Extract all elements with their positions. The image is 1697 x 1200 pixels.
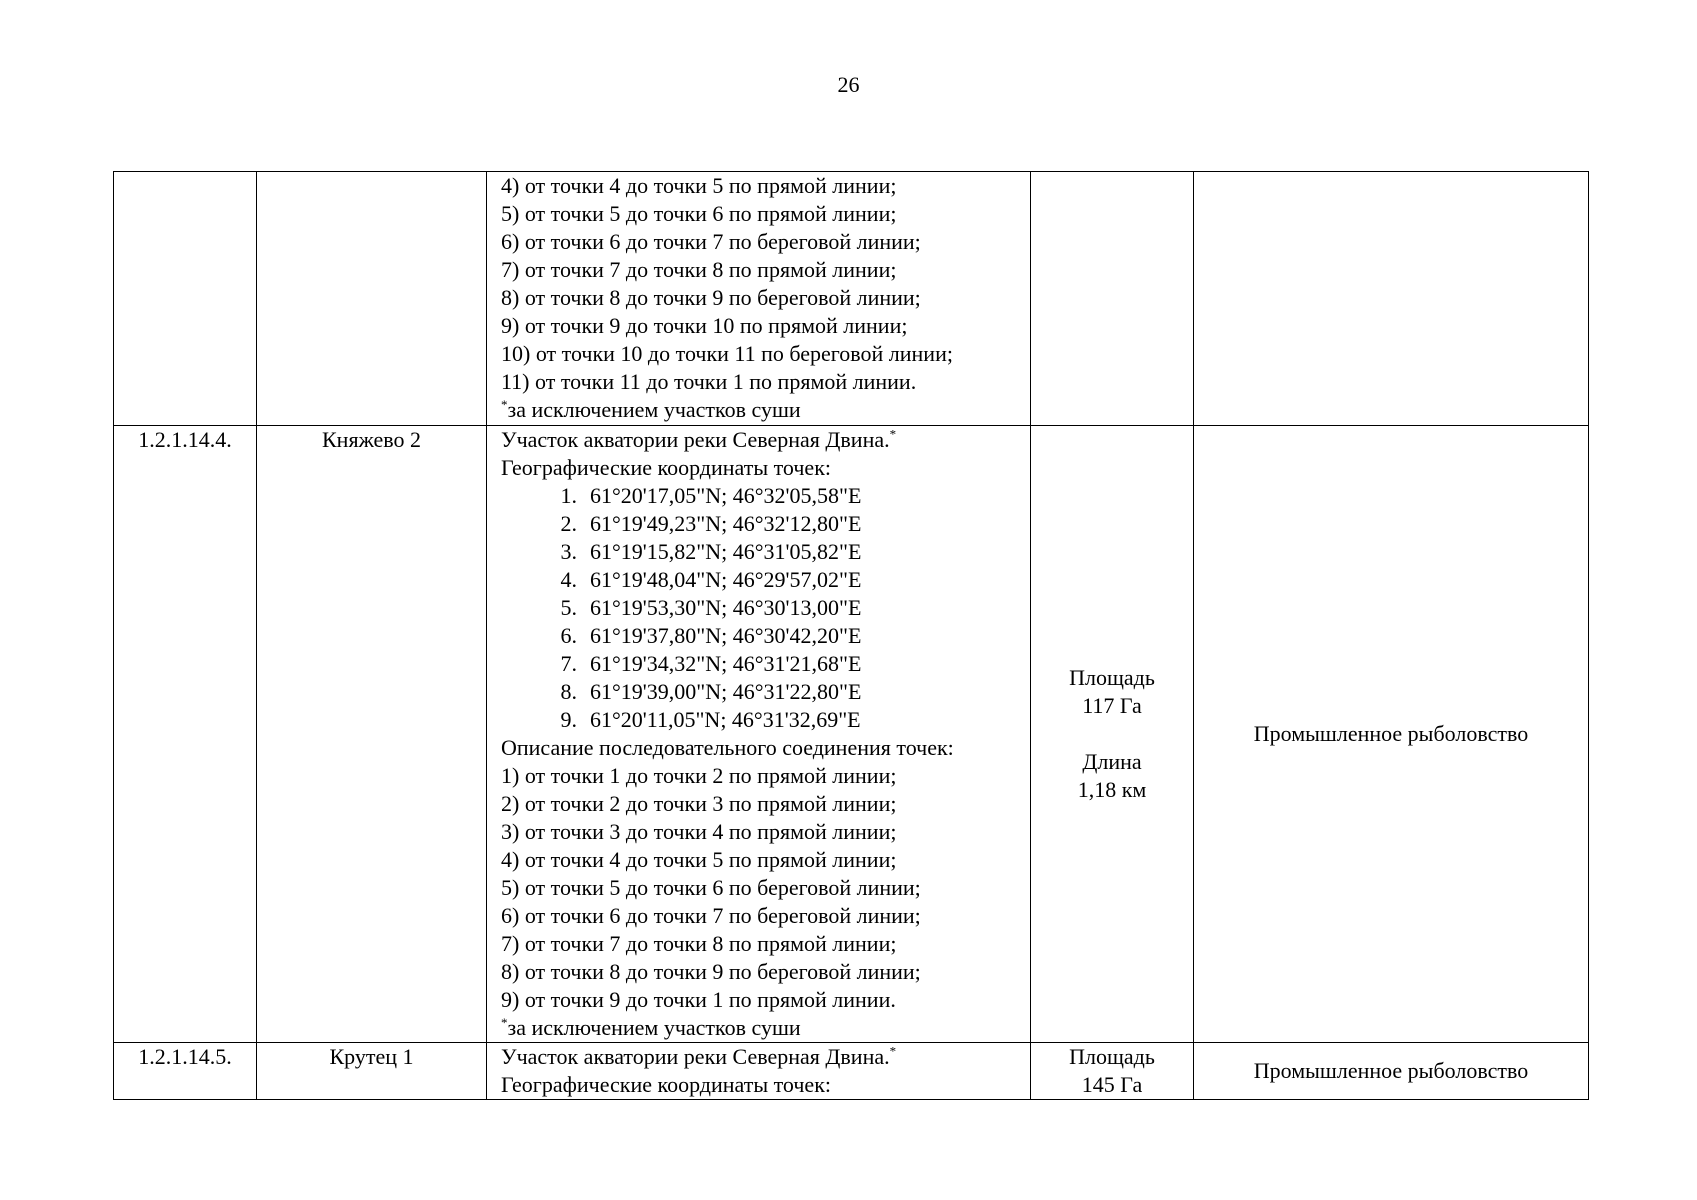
connection-line: 10) от точки 10 до точки 11 по береговой линии; (501, 341, 953, 366)
coordinates-list (501, 482, 1030, 734)
description-cell (487, 426, 1031, 1043)
area-heading-text: Участок акватории реки Северная Двина. (501, 427, 890, 452)
table-row (114, 1043, 1589, 1100)
coordinate-value: 61°19'37,80"N; 46°30'42,20"E (590, 623, 862, 648)
coordinate-number: 9. (560, 707, 577, 732)
row-number-cell: 1.2.1.14.4. (114, 426, 257, 1043)
footnote (501, 1014, 1030, 1042)
footnote-mark: * (501, 1015, 508, 1030)
connection-line: 5) от точки 5 до точки 6 по прямой линии; (501, 201, 897, 226)
row-number-cell: 1.2.1.14.5. (114, 1043, 257, 1100)
description-cell (487, 1043, 1031, 1100)
coordinate-value: 61°20'11,05"N; 46°31'32,69"E (590, 707, 861, 732)
coordinate-item (543, 706, 1030, 734)
area-heading (501, 426, 1030, 454)
connection-line: 4) от точки 4 до точки 5 по прямой линии; (501, 173, 897, 198)
coordinate-value: 61°19'15,82"N; 46°31'05,82"E (590, 539, 862, 564)
row-number-cell (114, 172, 257, 426)
description-cell (487, 172, 1031, 426)
coordinate-item (543, 650, 1030, 678)
coordinate-item (543, 538, 1030, 566)
length-label: Длина (1082, 749, 1142, 774)
connection-line: 7) от точки 7 до точки 8 по прямой линии; (501, 931, 897, 956)
coords-title: Географические координаты точек: (501, 455, 831, 480)
area-heading (501, 1043, 1030, 1071)
connection-line: 9) от точки 9 до точки 1 по прямой линии. (501, 987, 896, 1012)
area-value: 145 Га (1081, 1072, 1143, 1097)
coords-title: Географические координаты точек: (501, 1072, 831, 1097)
coordinate-value: 61°20'17,05"N; 46°32'05,58"E (590, 483, 862, 508)
connection-line: 1) от точки 1 до точки 2 по прямой линии; (501, 763, 897, 788)
purpose-cell: Промышленное рыболовство (1194, 1043, 1589, 1100)
coordinate-number: 7. (560, 651, 577, 676)
footnote-text: за исключением участков суши (507, 397, 801, 422)
connection-line: 8) от точки 8 до точки 9 по береговой линии; (501, 959, 921, 984)
purpose-cell: Промышленное рыболовство (1194, 426, 1589, 1043)
size-cell (1031, 1043, 1194, 1100)
coordinate-number: 2. (560, 511, 577, 536)
area-label: Площадь (1069, 1044, 1155, 1069)
connection-line: 6) от точки 6 до точки 7 по береговой линии; (501, 229, 921, 254)
footnote-text: за исключением участков суши (507, 1015, 801, 1040)
area-name-cell: Крутец 1 (257, 1043, 487, 1100)
area-name-cell: Княжево 2 (257, 426, 487, 1043)
connection-line: 9) от точки 9 до точки 10 по прямой линии; (501, 313, 908, 338)
connection-line: 7) от точки 7 до точки 8 по прямой линии; (501, 257, 897, 282)
footnote-mark: * (501, 397, 508, 412)
purpose-cell (1194, 172, 1589, 426)
connection-line: 2) от точки 2 до точки 3 по прямой линии; (501, 791, 897, 816)
coordinate-value: 61°19'39,00"N; 46°31'22,80"E (590, 679, 862, 704)
table-row-continued (114, 172, 1589, 426)
coordinate-item (543, 510, 1030, 538)
connection-line: 11) от точки 11 до точки 1 по прямой линии. (501, 369, 917, 394)
coordinate-number: 3. (560, 539, 577, 564)
area-label: Площадь (1069, 665, 1155, 690)
area-heading-text: Участок акватории реки Северная Двина. (501, 1044, 890, 1069)
heading-mark: * (889, 426, 897, 442)
coordinate-item (543, 482, 1030, 510)
area-value: 117 Га (1082, 693, 1142, 718)
area-name-cell (257, 172, 487, 426)
coordinate-item (543, 594, 1030, 622)
coordinate-value: 61°19'48,04"N; 46°29'57,02"E (590, 567, 862, 592)
size-cell (1031, 426, 1194, 1043)
coordinate-number: 5. (560, 595, 577, 620)
coordinate-number: 4. (560, 567, 577, 592)
connection-line: 3) от точки 3 до точки 4 по прямой линии; (501, 819, 897, 844)
coordinate-number: 1. (560, 483, 577, 508)
coordinate-value: 61°19'49,23"N; 46°32'12,80"E (590, 511, 862, 536)
coordinate-item (543, 622, 1030, 650)
heading-mark: * (889, 1043, 897, 1059)
coordinate-item (543, 678, 1030, 706)
fishing-areas-table (113, 171, 1589, 1100)
connection-line: 4) от точки 4 до точки 5 по прямой линии; (501, 847, 897, 872)
coordinate-value: 61°19'53,30"N; 46°30'13,00"E (590, 595, 862, 620)
coordinate-number: 6. (560, 623, 577, 648)
length-value: 1,18 км (1077, 777, 1147, 802)
coordinate-number: 8. (560, 679, 577, 704)
connection-line: 5) от точки 5 до точки 6 по береговой линии; (501, 875, 921, 900)
page-number: 26 (837, 72, 860, 97)
coordinate-item (543, 566, 1030, 594)
coordinate-value: 61°19'34,32"N; 46°31'21,68"E (590, 651, 862, 676)
footnote (501, 396, 1030, 424)
connections-title: Описание последовательного соединения точек: (501, 735, 954, 760)
size-cell (1031, 172, 1194, 426)
connection-line: 6) от точки 6 до точки 7 по береговой линии; (501, 903, 921, 928)
connection-line: 8) от точки 8 до точки 9 по береговой линии; (501, 285, 921, 310)
table-row (114, 426, 1589, 1043)
